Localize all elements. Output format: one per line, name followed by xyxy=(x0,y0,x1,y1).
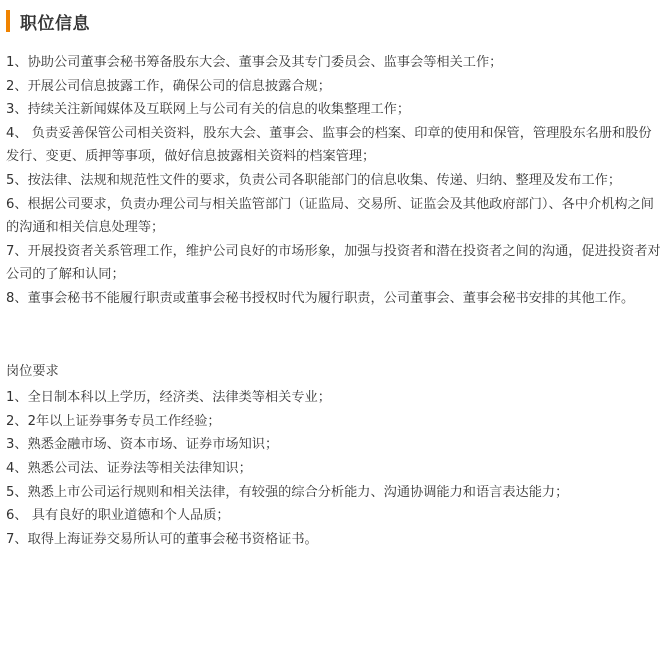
requirement-item: 4、熟悉公司法、证券法等相关法律知识； xyxy=(6,460,252,476)
accent-bar xyxy=(6,10,10,32)
section-title: 职位信息 xyxy=(20,13,90,34)
requirement-item: 5、熟悉上市公司运行规则和相关法律，有较强的综合分析能力、沟通协调能力和语言表达能力； xyxy=(6,484,569,500)
duty-item: 3、持续关注新闻媒体及互联网上与公司有关的信息的收集整理工作； xyxy=(6,102,411,118)
duty-item: 5、按法律、法规和规范性文件的要求，负责公司各职能部门的信息收集、传递、归纳、整理及发布工作； xyxy=(6,172,622,188)
duty-item: 7、开展投资者关系管理工作，维护公司良好的市场形象，加强与投资者和潜在投资者之间的沟通，促进投资者对公司的了解和认同； xyxy=(6,243,661,283)
requirement-item: 1、全日制本科以上学历，经济类、法律类等相关专业； xyxy=(6,390,331,406)
section-header xyxy=(6,8,663,34)
duty-item: 8、董事会秘书不能履行职责或董事会秘书授权时代为履行职责，公司董事会、董事会秘书安排的其他工作。 xyxy=(6,290,635,306)
duty-item: 6、根据公司要求，负责办理公司与相关监管部门（证监局、交易所、证监会及其他政府部门）、各中介机构之间的沟通和相关信息处理等； xyxy=(6,196,654,236)
requirements-list xyxy=(6,386,663,551)
requirement-item: 2、2年以上证券事务专员工作经验； xyxy=(6,413,221,429)
requirement-item: 6、 具有良好的职业道德和个人品质； xyxy=(6,508,230,524)
requirements-title: 岗位要求 xyxy=(6,363,59,379)
section-spacer xyxy=(6,311,663,360)
duty-item: 1、协助公司董事会秘书筹备股东大会、董事会及其专门委员会、监事会等相关工作； xyxy=(6,55,503,70)
job-info-page xyxy=(0,8,671,650)
requirement-item: 7、取得上海证券交易所认可的董事会秘书资格证书。 xyxy=(6,531,318,547)
duty-item: 2、开展公司信息披露工作，确保公司的信息披露合规； xyxy=(6,78,331,94)
requirement-item: 3、熟悉金融市场、资本市场、证券市场知识； xyxy=(6,437,279,453)
duty-list xyxy=(6,51,663,311)
duty-item: 4、 负责妥善保管公司相关资料，股东大会、董事会、监事会的档案、印章的使用和保管，管理股东名册和股份发行、变更、质押等事项，做好信息披露相关资料的档案管理； xyxy=(6,125,652,165)
